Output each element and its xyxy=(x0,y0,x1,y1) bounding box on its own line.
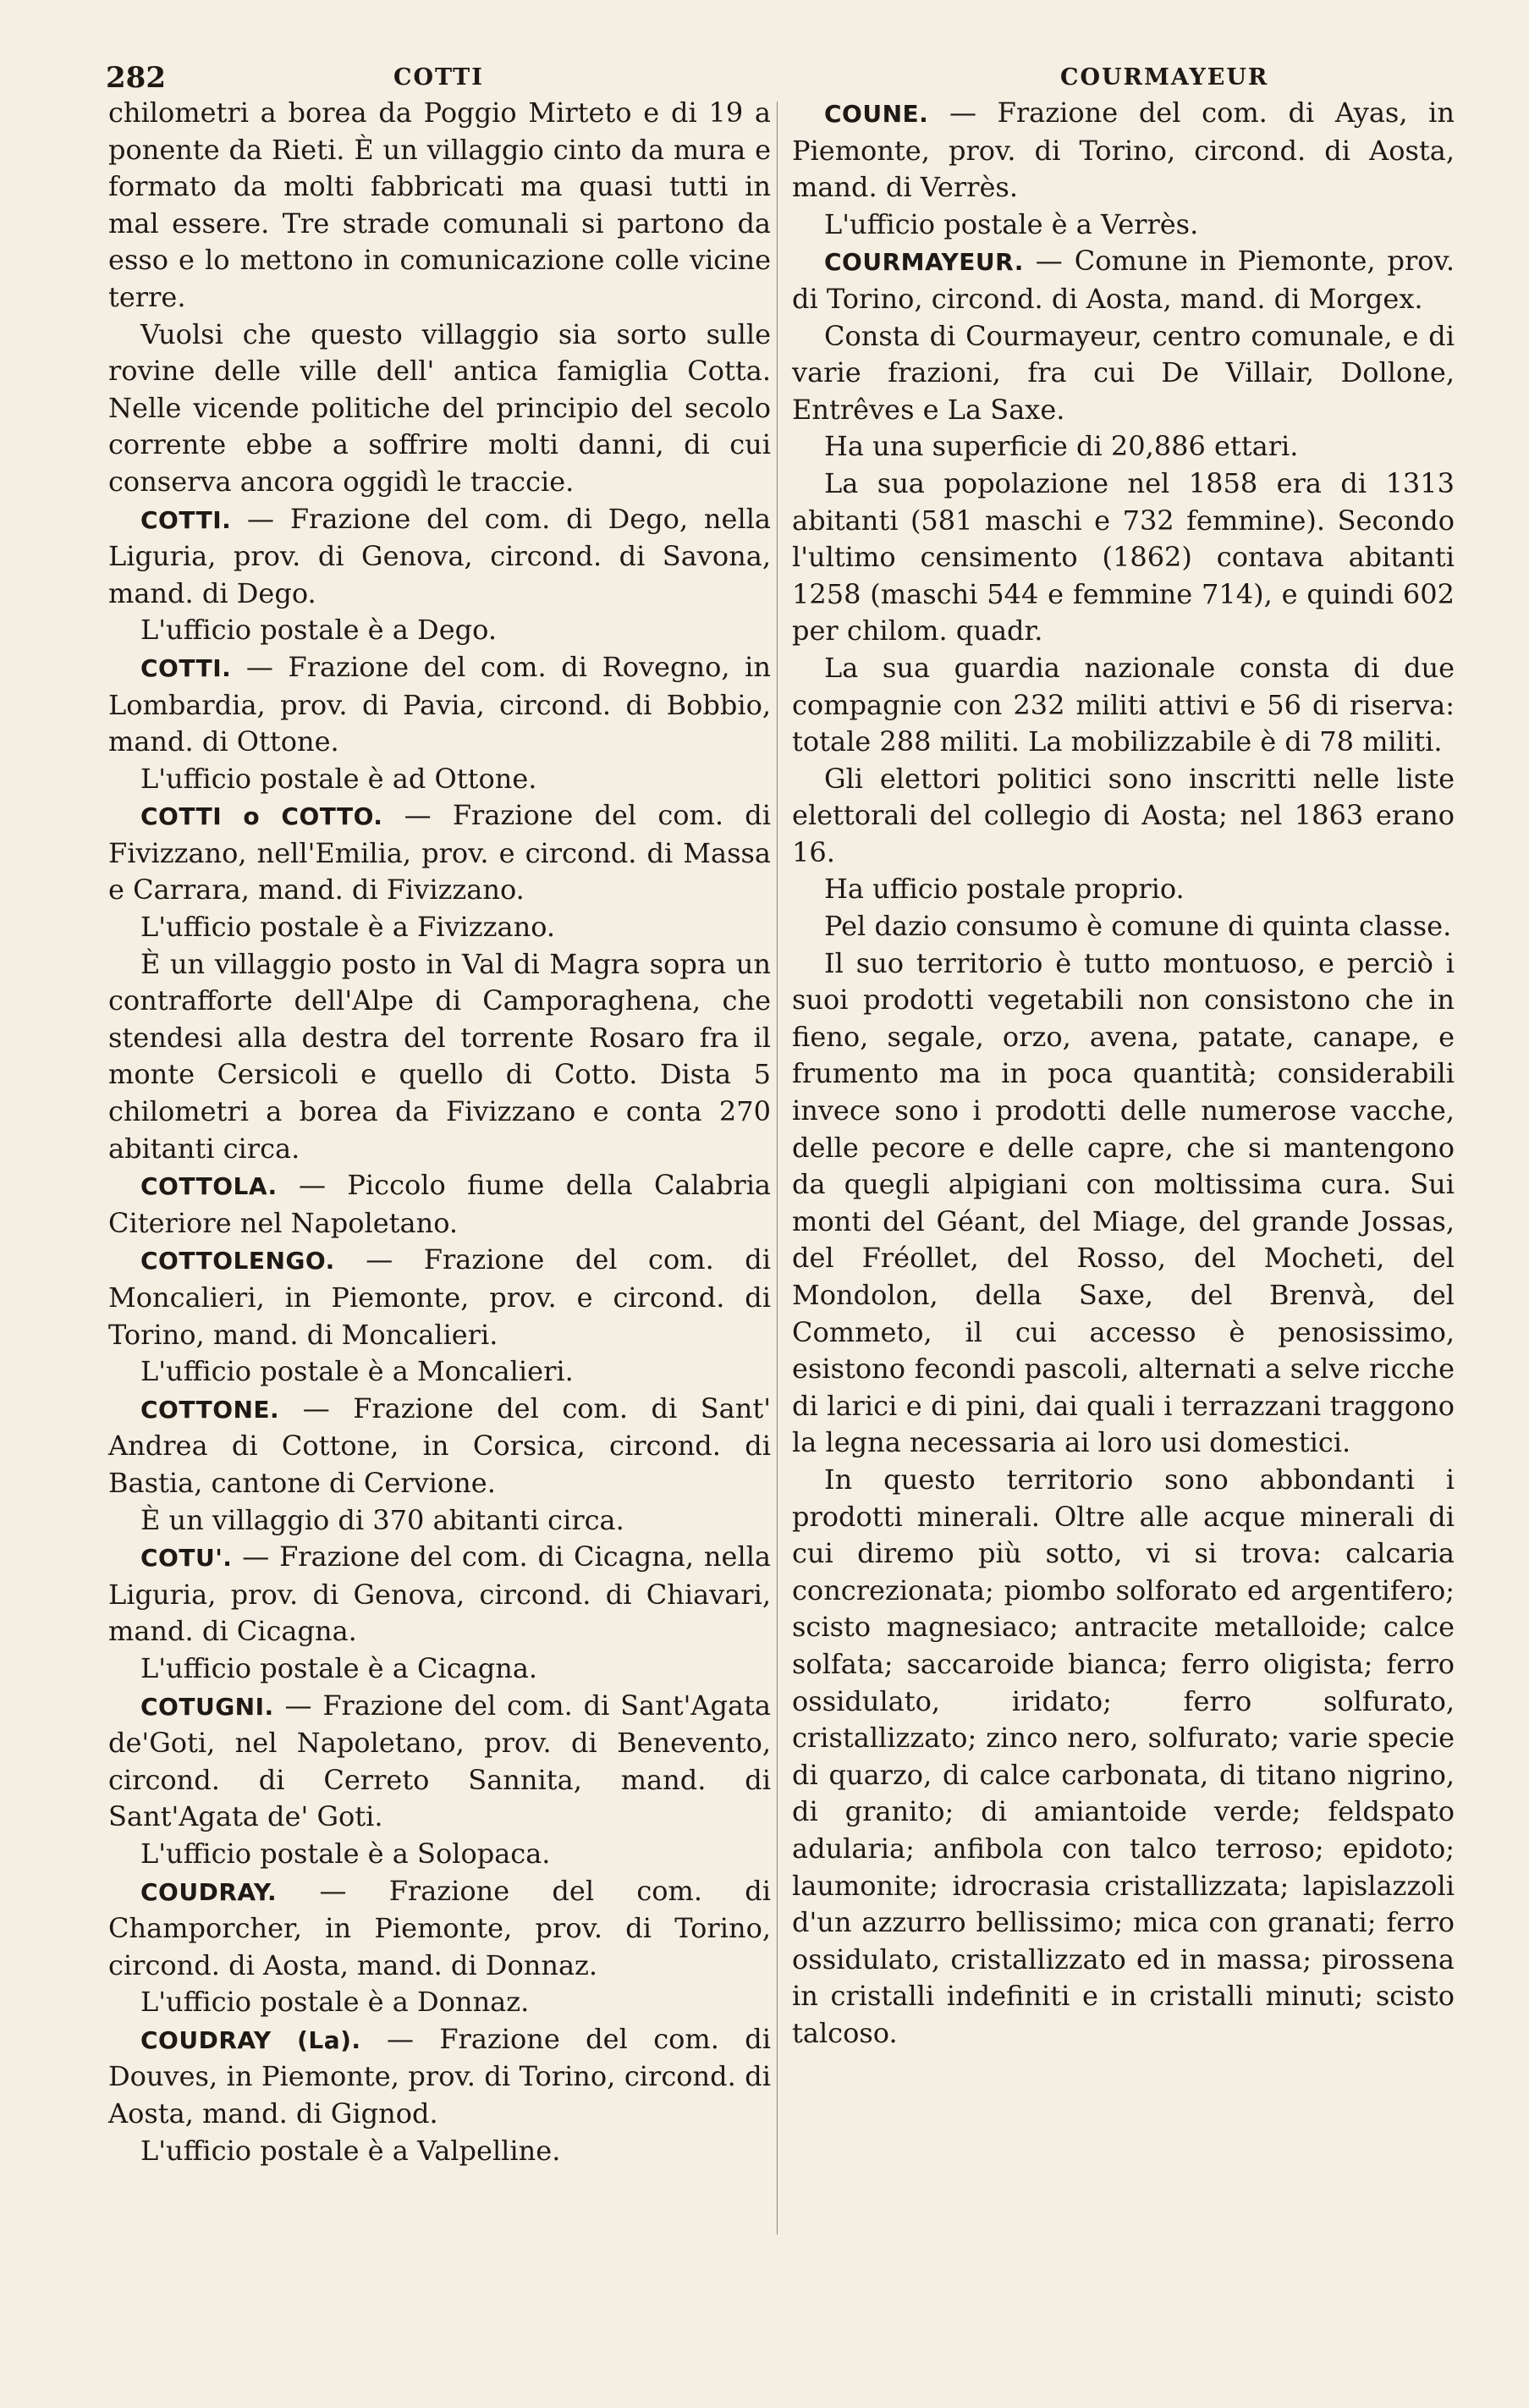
entry-paragraph xyxy=(108,1873,771,1985)
entry-text: Gli elettori politici sono inscritti nelle liste elettorali del collegio di Aosta; nel 1863 erano 16. xyxy=(792,762,1455,868)
entry-headword: COUDRAY. xyxy=(140,1877,278,1906)
entry-text: Ha ufficio postale proprio. xyxy=(824,873,1185,906)
entry-paragraph xyxy=(108,501,771,613)
right-column xyxy=(792,95,1455,2052)
entry-paragraph xyxy=(108,1167,771,1242)
entry-paragraph xyxy=(108,761,771,798)
entry-paragraph xyxy=(108,1836,771,1873)
entry-paragraph xyxy=(108,317,771,501)
entry-text: Ha una superficie di 20,886 ettari. xyxy=(824,430,1299,463)
entry-text: L'ufficio postale è a Dego. xyxy=(140,614,497,647)
entry-text: — Comune in Piemonte, prov. di Torino, circond. di Aosta, mand. di Morgex. xyxy=(792,245,1455,315)
entry-text: — Frazione del com. di Sant'Agata de'Goti, nel Napoletano, prov. di Benevento, circond. di Cerreto Sannita, mand. di Sant'Agata de' Goti. xyxy=(108,1689,772,1833)
entry-paragraph xyxy=(108,1688,771,1836)
entry-paragraph xyxy=(108,1539,771,1650)
entry-headword: COTTOLA. xyxy=(140,1172,278,1201)
entry-text: L'ufficio postale è a Cicagna. xyxy=(140,1651,538,1684)
entry-text: — Frazione del com. di Fivizzano, nell'Emilia, prov. e circond. di Massa e Carrara, mand. di Fivizzano. xyxy=(108,799,771,906)
entry-text: La sua popolazione nel 1858 era di 1313 abitanti (581 maschi e 732 femmine). Secondo l'ultimo censimento (1862) contava abitanti 1258 (maschi 544 e femmine 714), e quindi 602 per chilom. quadr. xyxy=(792,466,1455,647)
entry-headword: COUDRAY (La). xyxy=(140,2025,361,2054)
entry-text: Il suo territorio è tutto montuoso, e perciò i suoi prodotti vegetabili non consistono che in fieno, segale, orzo, avena, patate, canape, e frumento ma in poca quantità; considerabili invece sono i prodotti delle numerose vacche, delle pecore e delle capre, che si mantengono da quegli alpigiani con moltissima cura. Sui monti del Géant, del Miage, del grande Jossas, del Fréollet, del Rosso, del Mocheti, del Mondolon, della Saxe, del Brenvà, del Commeto, il cui accesso è penosissimo, esistono fecondi pascoli, alternati a selve ricche di larici e di pini, dai quali i terrazzani traggono la legna necessaria ai loro usi domestici. xyxy=(792,946,1455,1459)
entry-paragraph xyxy=(108,1242,771,1353)
entry-text: Pel dazio consumo è comune di quinta classe. xyxy=(824,910,1452,943)
running-head-left: COTTI xyxy=(393,64,484,91)
entry-text: La sua guardia nazionale consta di due compagnie con 232 militi attivi e 56 di riserva: totale 288 militi. La mobilizzabile è di 78 militi. xyxy=(792,651,1455,758)
entry-text: — Piccolo fiume della Calabria Citeriore nel Napoletano. xyxy=(108,1169,772,1239)
entry-text: — Frazione del com. di Douves, in Piemonte, prov. di Torino, circond. di Aosta, mand. di Gignod. xyxy=(108,2022,772,2130)
entry-text: L'ufficio postale è a Donnaz. xyxy=(140,1986,530,2019)
entry-paragraph xyxy=(792,243,1455,317)
entry-paragraph xyxy=(792,95,1455,207)
entry-text: — Frazione del com. di Champorcher, in Piemonte, prov. di Torino, circond. di Aosta, mand. di Donnaz. xyxy=(108,1874,772,1981)
entry-text: È un villaggio di 370 abitanti circa. xyxy=(140,1503,624,1536)
entry-paragraph xyxy=(108,2133,771,2170)
entry-text: — Frazione del com. di Ayas, in Piemonte, prov. di Torino, circond. di Aosta, mand. di Verrès. xyxy=(792,96,1455,204)
entry-paragraph xyxy=(792,207,1455,244)
entry-text: Consta di Courmayeur, centro comunale, e di varie frazioni, fra cui De Villair, Dollone, Entrêves e La Saxe. xyxy=(792,319,1455,426)
entry-headword: COUNE. xyxy=(824,100,929,128)
entry-headword: COTTI. xyxy=(140,505,232,534)
column-divider xyxy=(777,102,778,2234)
page-number: 282 xyxy=(106,61,166,95)
entry-text: L'ufficio postale è a Solopaca. xyxy=(140,1837,551,1870)
entry-paragraph xyxy=(108,1353,771,1391)
entry-text: — Frazione del com. di Dego, nella Liguria, prov. di Genova, circond. di Savona, mand. di Dego. xyxy=(108,502,771,609)
running-head-right: COURMAYEUR xyxy=(1060,64,1269,91)
entry-paragraph xyxy=(792,871,1455,908)
entry-paragraph xyxy=(792,650,1455,761)
entry-text: L'ufficio postale è a Verrès. xyxy=(824,207,1199,240)
entry-headword: COTTOLENGO. xyxy=(140,1247,335,1276)
entry-headword: COTUGNI. xyxy=(140,1692,274,1721)
entry-headword: COURMAYEUR. xyxy=(824,248,1024,277)
entry-headword: COTTONE. xyxy=(140,1395,280,1424)
entry-text: L'ufficio postale è a Moncalieri. xyxy=(140,1355,574,1388)
entry-paragraph xyxy=(792,1462,1455,2053)
entry-paragraph xyxy=(108,797,771,909)
entry-paragraph xyxy=(108,95,771,317)
entry-paragraph xyxy=(792,428,1455,466)
entry-paragraph xyxy=(108,1650,771,1688)
entry-paragraph xyxy=(792,466,1455,650)
entry-paragraph xyxy=(108,946,771,1168)
entry-text: — Frazione del com. di Cicagna, nella Liguria, prov. di Genova, circond. di Chiavari, mand. di Cicagna. xyxy=(108,1540,772,1648)
entry-paragraph xyxy=(108,909,771,946)
entry-text: — Frazione del com. di Sant' Andrea di Cottone, in Corsica, circond. di Bastia, cantone di Cervione. xyxy=(108,1391,772,1499)
entry-text: L'ufficio postale è ad Ottone. xyxy=(140,762,537,795)
entry-paragraph xyxy=(108,1984,771,2021)
entry-text: — Frazione del com. di Moncalieri, in Piemonte, prov. e circond. di Torino, mand. di Moncalieri. xyxy=(108,1243,772,1351)
left-column xyxy=(108,95,771,2169)
entry-headword: COTTI. xyxy=(140,653,232,682)
entry-headword: COTTI o COTTO. xyxy=(140,802,383,831)
entry-paragraph xyxy=(108,649,771,761)
entry-paragraph xyxy=(108,1502,771,1540)
entry-headword: COTU'. xyxy=(140,1544,233,1573)
entry-text: chilometri a borea da Poggio Mirteto e di 19 a ponente da Rieti. È un villaggio cinto da mura e formato da molti fabbricati ma quasi tutti in mal essere. Tre strade comunali si partono da esso e lo mettono in comunicazione colle vicine terre. xyxy=(108,96,771,313)
entry-paragraph xyxy=(108,1391,771,1502)
entry-text: Vuolsi che questo villaggio sia sorto sulle rovine delle ville dell' antica famiglia Cotta. Nelle vicende politiche del principio del secolo corrente ebbe a soffrire molti danni, di cui conserva ancora oggidì le traccie. xyxy=(108,317,771,498)
entry-paragraph xyxy=(108,2021,771,2133)
entry-paragraph xyxy=(108,612,771,649)
entry-text: In questo territorio sono abbondanti i prodotti minerali. Oltre alle acque minerali di cui diremo più sotto, vi si trova: calcaria concrezionata; piombo solforato ed argentifero; scisto magnesiaco; antracite metalloide; calce solfata; saccaroide bianca; ferro oligista; ferro ossidulato, iridato; ferro solfurato, cristallizzato; zinco nero, solfurato; varie specie di quarzo, di calce carbonata, di titano nigrino, di granito; di amiantoide verde; feldspato adularia; anfibola con talco terroso; epidoto; laumonite; idrocrasia cristallizzata; lapislazzoli d'un azzurro bellissimo; mica con granati; ferro ossidulato, cristallizzato ed in massa; pirossena in cristalli indefiniti e in cristalli minuti; scisto talcoso. xyxy=(792,1463,1455,2049)
entry-text: — Frazione del com. di Rovegno, in Lombardia, prov. di Pavia, circond. di Bobbio, mand. di Ottone. xyxy=(108,650,772,758)
entry-paragraph xyxy=(792,318,1455,429)
entry-paragraph xyxy=(792,908,1455,945)
entry-text: È un villaggio posto in Val di Magra sopra un contrafforte dell'Alpe di Camporaghena, che stendesi alla destra del torrente Rosaro fra il monte Cersicoli e quello di Cotto. Dista 5 chilometri a borea da Fivizzano e conta 270 abitanti circa. xyxy=(108,947,771,1165)
entry-text: L'ufficio postale è a Valpelline. xyxy=(140,2134,561,2167)
entry-text: L'ufficio postale è a Fivizzano. xyxy=(140,911,556,944)
entry-paragraph xyxy=(792,761,1455,872)
entry-paragraph xyxy=(792,945,1455,1462)
